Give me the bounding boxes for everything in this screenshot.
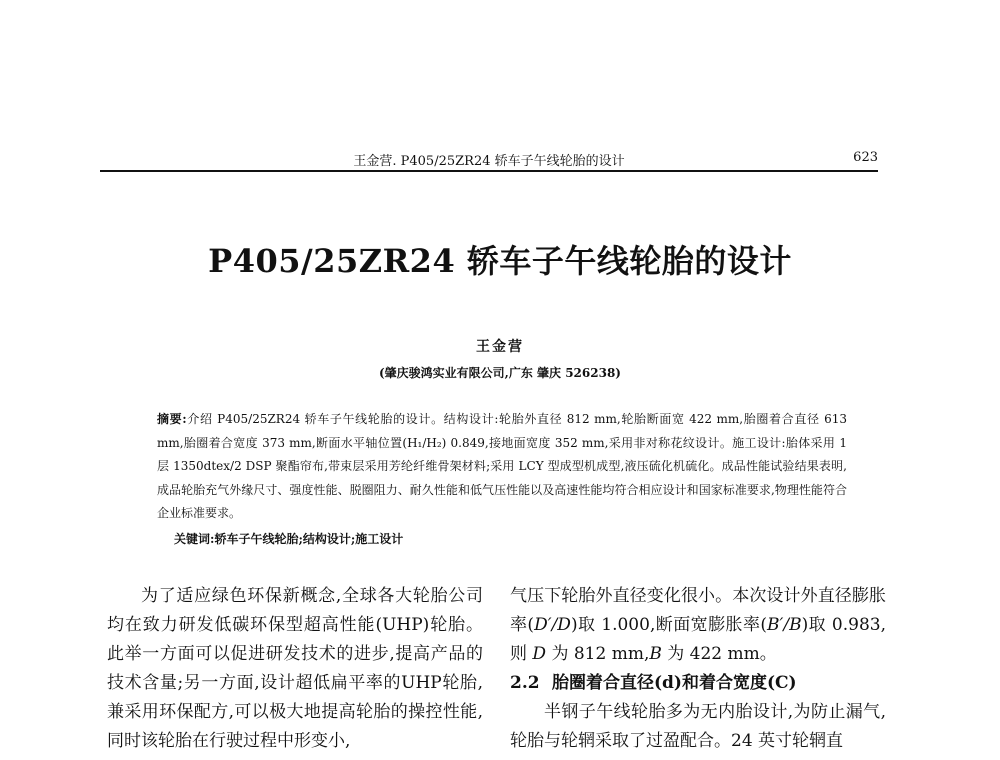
running-head-title: 王金营. P405/25ZR24 轿车子午线轮胎的设计 <box>353 154 625 169</box>
author-name: 王金营 <box>476 339 524 355</box>
abstract-text: 介绍 P405/25ZR24 轿车子午线轮胎的设计。结构设计:轮胎外直径 812 mm,轮胎断面宽 422 mm,胎圈着合直径 613 mm,胎圈着合宽度 373 mm,断面水平轴位置(H₁/H₂) 0.849,接地面宽度 352 mm,采用非对称花纹设计。施工设计:胎体采用 1 层 1350dtex/2 DSP 聚酯帘布,带束层采用芳纶纤维骨架材料;采用 LCY 型成型机成型,液压硫化机硫化。成品性能试验结果表明,成品轮胎充气外缘尺寸、强度性能、脱圈阻力、耐久性能和低气压性能以及高速性能均符合相应设计和国家标准要求,物理性能符合企业标准要求。 <box>157 412 847 520</box>
math-symbol: D <box>532 644 547 664</box>
keywords-label: 关键词: <box>174 532 215 546</box>
abstract-label: 摘要: <box>157 412 187 426</box>
abstract <box>157 408 847 526</box>
text-run: )取 0.983,则 <box>510 615 887 664</box>
text-run: 为 422 mm。 <box>661 644 777 664</box>
section-number: 2.2 <box>510 673 540 693</box>
article-title: P405/25ZR24 轿车子午线轮胎的设计 <box>208 242 792 280</box>
math-symbol: B′/B <box>767 615 802 635</box>
keywords <box>174 530 847 547</box>
dimension-paragraph <box>510 582 886 669</box>
text-run: 为 812 mm, <box>546 644 650 664</box>
body-column-left <box>107 582 483 756</box>
text-run: 气压下轮胎外直径变化很小。本次设计外直径膨胀率( <box>510 586 886 635</box>
section-heading <box>510 669 886 698</box>
header-rule <box>100 170 878 172</box>
running-head <box>100 150 878 172</box>
intro-paragraph: 为了适应绿色环保新概念,全球各大轮胎公司均在致力研发低碳环保型超高性能(UHP)轮胎。此举一方面可以促进研发技术的进步,提高产品的技术含量;另一方面,设计超低扁平率的UHP轮胎,兼采用环保配方,可以极大地提高轮胎的操控性能,同时该轮胎在行驶过程中形变小, <box>107 586 483 751</box>
math-symbol: D′/D <box>534 615 571 635</box>
body-column-right <box>510 582 886 756</box>
bead-paragraph: 半钢子午线轮胎多为无内胎设计,为防止漏气,轮胎与轮辋采取了过盈配合。24 英寸轮辋直 <box>510 702 886 751</box>
page-number: 623 <box>853 150 878 165</box>
section-title: 胎圈着合直径(d)和着合宽度(C) <box>552 673 797 693</box>
math-symbol: B <box>649 644 662 664</box>
keywords-text: 轿车子午线轮胎;结构设计;施工设计 <box>214 532 404 546</box>
text-run: )取 1.000,断面宽膨胀率( <box>570 615 768 635</box>
author-affiliation: (肇庆骏鸿实业有限公司,广东 肇庆 526238) <box>379 366 621 380</box>
